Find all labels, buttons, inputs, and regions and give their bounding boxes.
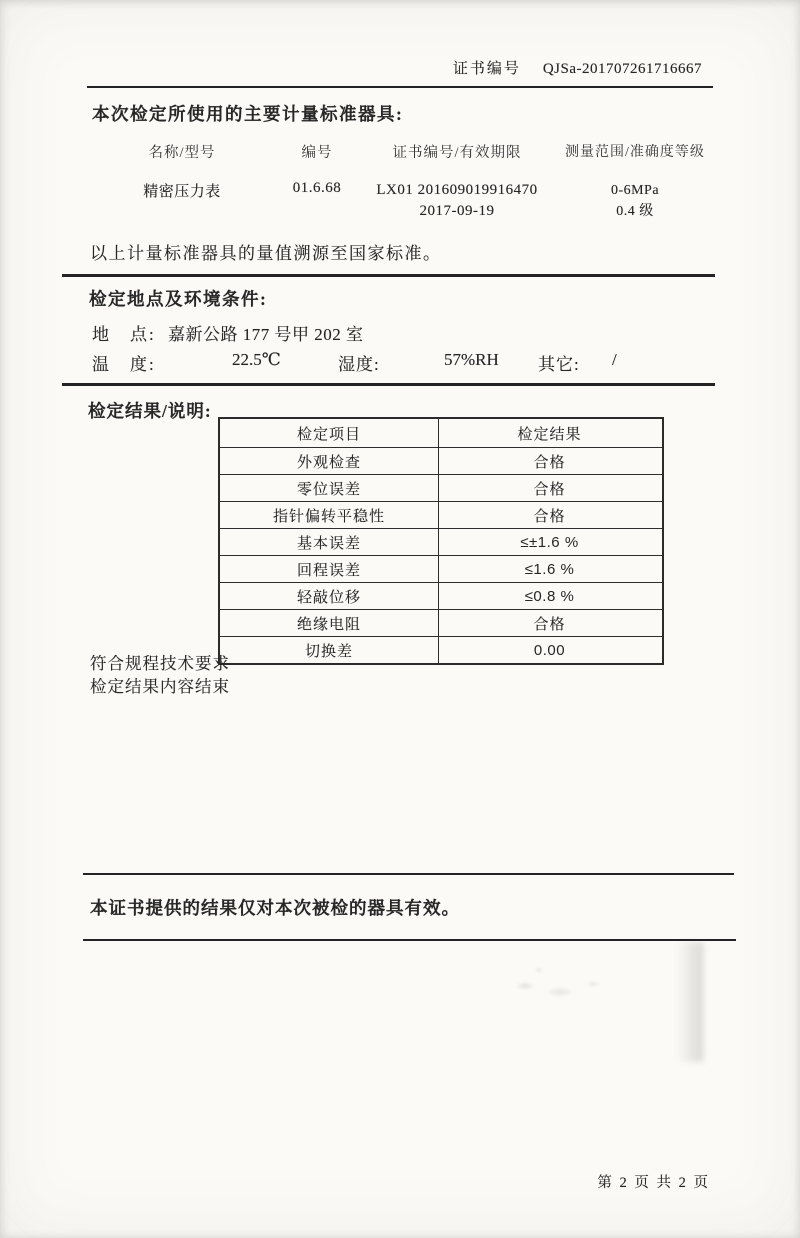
standards-section-title: 本次检定所使用的主要计量标准器具:: [92, 104, 404, 124]
page-number: 第 2 页 共 2 页: [597, 1175, 710, 1191]
temperature-label: 温 度:: [92, 355, 156, 374]
validity-statement: 本证书提供的结果仅对本次被检的器具有效。: [90, 898, 460, 918]
other-value: /: [612, 350, 617, 369]
scan-smudge: [505, 962, 615, 1004]
certificate-number-label: 证书编号: [452, 61, 521, 77]
table-row: [220, 528, 662, 555]
instrument-valid-until: 2017-09-19: [419, 203, 495, 219]
location-row: [0, 320, 800, 346]
table-row: [220, 501, 662, 528]
statement-divider-bottom: [83, 939, 736, 941]
table-row: [220, 555, 662, 582]
result-item: 切换差: [220, 637, 439, 663]
instrument-certificate: [357, 180, 557, 222]
result-value: 合格: [533, 508, 566, 525]
result-item: 外观检查: [220, 448, 439, 474]
result-item: 轻敲位移: [220, 583, 439, 609]
conditions-row: [0, 350, 800, 376]
table-row: [220, 582, 662, 609]
result-value: 合格: [533, 454, 566, 471]
instrument-name: 精密压力表: [143, 184, 221, 200]
col-header-name-model: 名称/型号: [148, 145, 216, 161]
table-row: [220, 474, 662, 501]
standards-table-header-row: [87, 141, 713, 162]
result-item: 回程误差: [220, 556, 439, 582]
result-value: ≤1.6 %: [524, 560, 575, 578]
standards-table-row: [87, 180, 713, 222]
results-col-result: 检定结果: [517, 426, 582, 443]
result-item: 绝缘电阻: [220, 610, 439, 636]
col-header-serial: 编号: [301, 145, 333, 161]
standards-table: [87, 141, 713, 222]
instrument-range: 0-6MPa: [610, 183, 660, 198]
note-end: 检定结果内容结束: [90, 677, 230, 696]
certificate-number-value: QJSa-201707261716667: [542, 61, 702, 77]
table-row: [220, 447, 662, 474]
statement-divider-top: [83, 873, 734, 875]
section-divider-1: [62, 274, 715, 277]
result-value: ≤0.8 %: [524, 587, 575, 605]
result-value: 合格: [533, 481, 566, 498]
col-header-range-accuracy: 测量范围/准确度等级: [565, 145, 705, 160]
traceability-note: 以上计量标准器具的量值溯源至国家标准。: [90, 244, 442, 263]
col-header-cert-validity: 证书编号/有效期限: [392, 145, 522, 161]
result-item: 基本误差: [220, 529, 439, 555]
humidity-value: 57%RH: [444, 350, 499, 369]
result-value: 合格: [533, 616, 566, 633]
results-section-title: 检定结果/说明:: [88, 401, 212, 421]
result-item: 指针偏转平稳性: [220, 502, 439, 528]
environment-section-title: 检定地点及环境条件:: [89, 289, 268, 309]
instrument-accuracy: 0.4 级: [616, 204, 654, 219]
humidity-label: 湿度:: [338, 355, 380, 374]
instrument-certificate-no: LX01 201609019916470: [376, 182, 538, 198]
certificate-number-line: [453, 57, 702, 78]
section-divider-2: [62, 383, 715, 386]
location-label: 地 点:: [92, 325, 156, 344]
location-value: 嘉新公路 177 号甲 202 室: [168, 325, 364, 344]
result-value: ≤±1.6 %: [520, 533, 579, 551]
results-header-row: [220, 419, 662, 447]
results-notes: [90, 652, 230, 698]
note-compliance: 符合规程技术要求: [90, 654, 230, 673]
temperature-value: 22.5℃: [232, 350, 281, 369]
instrument-range-accuracy: [557, 180, 713, 222]
table-row: [220, 636, 662, 663]
header-rule: [87, 86, 713, 88]
results-table: [218, 417, 664, 665]
result-item: 零位误差: [220, 475, 439, 501]
results-col-item: 检定项目: [220, 419, 439, 447]
table-row: [220, 609, 662, 636]
instrument-serial: 01.6.68: [292, 180, 342, 196]
scan-edge-shadow: [676, 942, 704, 1062]
result-value: 0.00: [533, 641, 566, 659]
other-label: 其它:: [538, 355, 580, 374]
